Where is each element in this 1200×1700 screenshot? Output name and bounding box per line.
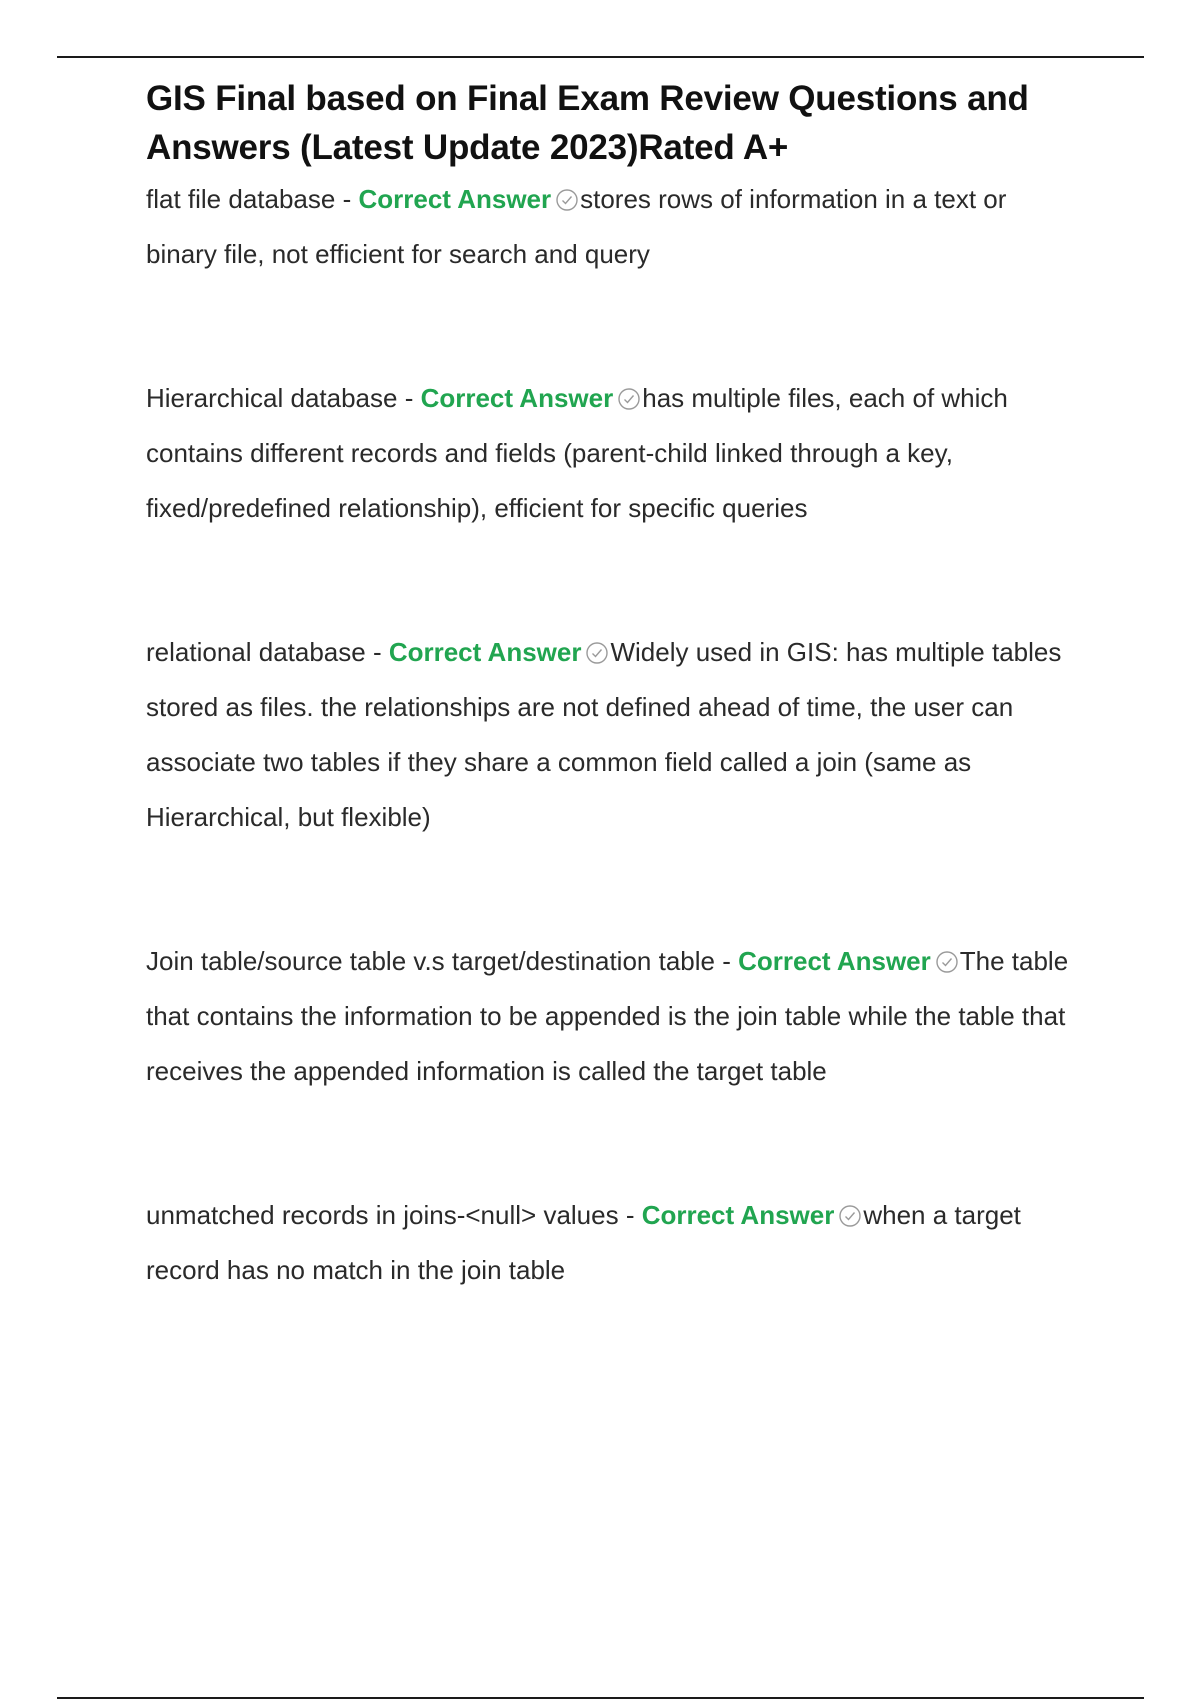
top-rule (57, 56, 1144, 58)
check-circle-icon (555, 188, 579, 212)
question-term: Join table/source table v.s target/destination table - (146, 946, 739, 976)
qa-entry (146, 1188, 1076, 1298)
question-term: flat file database - (146, 184, 359, 214)
check-circle-icon (617, 387, 641, 411)
correct-answer-label: Correct Answer (738, 946, 931, 976)
qa-entry (146, 371, 1076, 536)
correct-answer-label: Correct Answer (420, 383, 614, 413)
document-title: GIS Final based on Final Exam Review Questions and Answers (Latest Update 2023)Rated A+ (146, 79, 1029, 167)
correct-answer-label: Correct Answer (641, 1200, 835, 1230)
check-circle-icon (935, 950, 959, 974)
answer-text: stores rows of information in a text or binary file, not efficient for search and query (146, 184, 1007, 269)
question-term: relational database - (146, 637, 389, 667)
answer-text: when a target record has no match in the join table (146, 1200, 1021, 1285)
answer-text: has multiple files, each of which contains different records and fields (parent-child linked through a key, fixed/predefined relationship), efficient for specific queries (146, 383, 1008, 523)
qa-entry (146, 934, 1076, 1099)
correct-answer-label: Correct Answer (358, 184, 552, 214)
qa-entry (146, 625, 1076, 845)
bottom-rule (57, 1697, 1144, 1699)
correct-answer-label: Correct Answer (388, 637, 582, 667)
check-circle-icon (585, 641, 609, 665)
document-body (146, 74, 1076, 1298)
question-term: unmatched records in joins-<null> values - (146, 1200, 642, 1230)
check-circle-icon (838, 1204, 862, 1228)
qa-entry (146, 172, 1076, 282)
question-term: Hierarchical database - (146, 383, 421, 413)
answer-text: Widely used in GIS: has multiple tables stored as files. the relationships are not defined ahead of time, the user can associate two tables if they share a common field called a join (same as Hierarchical, but flexible) (146, 637, 1062, 832)
answer-text: The table that contains the information to be appended is the join table while the table that receives the appended information is called the target table (146, 946, 1069, 1086)
